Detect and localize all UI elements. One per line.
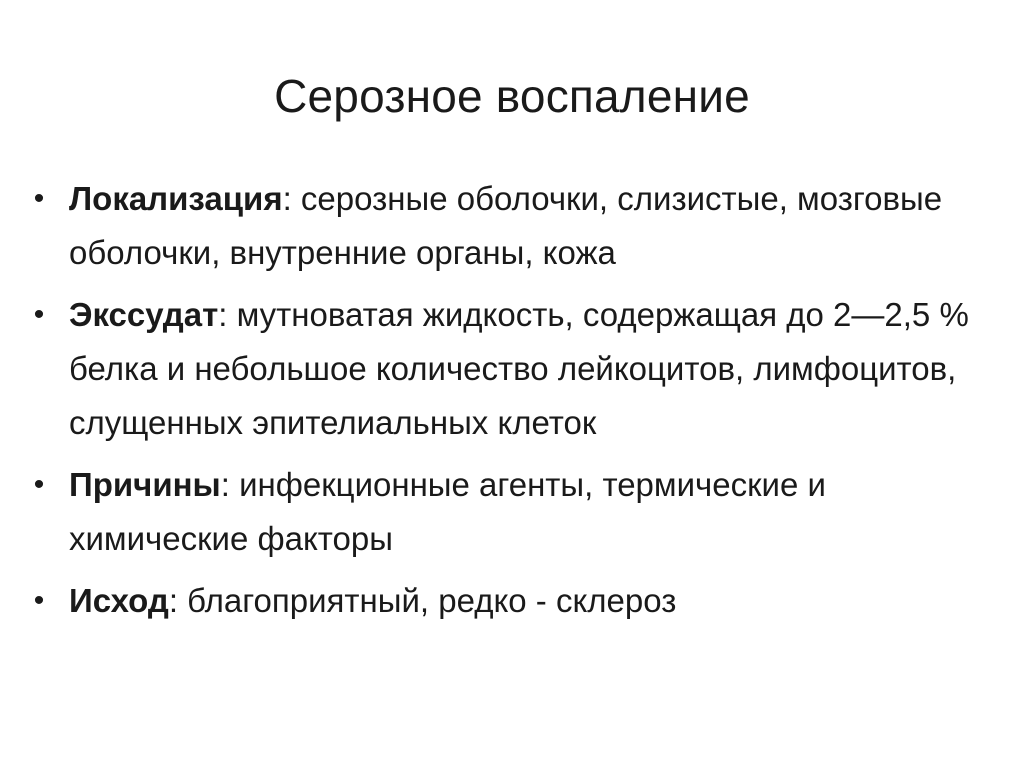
bullet-item-exudate (28, 288, 988, 450)
bullet-term: Локализация (69, 180, 283, 217)
bullet-term: Исход (69, 582, 169, 619)
bullet-separator: : (282, 180, 292, 217)
bullet-item-causes (28, 458, 988, 566)
bullet-separator: : (168, 582, 179, 619)
bullet-list (28, 172, 988, 636)
bullet-term: Экссудат (69, 296, 219, 333)
bullet-icon: • (33, 468, 45, 501)
bullet-item-localization (28, 172, 988, 280)
bullet-icon: • (33, 182, 45, 215)
bullet-text: мутноватая жидкость, содержащая до 2—2,5 % белка и небольшое количество лейкоцитов, лимфоцитов, слущенных эпителиальных клеток (69, 296, 969, 441)
bullet-term: Причины (69, 466, 221, 503)
bullet-text: благоприятный, редко - склероз (178, 582, 677, 619)
bullet-text: серозные оболочки, слизистые, мозговые оболочки, внутренние органы, кожа (69, 180, 943, 271)
bullet-icon: • (33, 584, 45, 617)
slide-title: Серозное воспаление (274, 70, 750, 122)
bullet-text: инфекционные агенты, термические и химические факторы (69, 466, 826, 557)
bullet-separator: : (220, 466, 230, 503)
bullet-item-outcome (28, 574, 988, 628)
bullet-icon: • (33, 298, 45, 331)
bullet-separator: : (218, 296, 228, 333)
